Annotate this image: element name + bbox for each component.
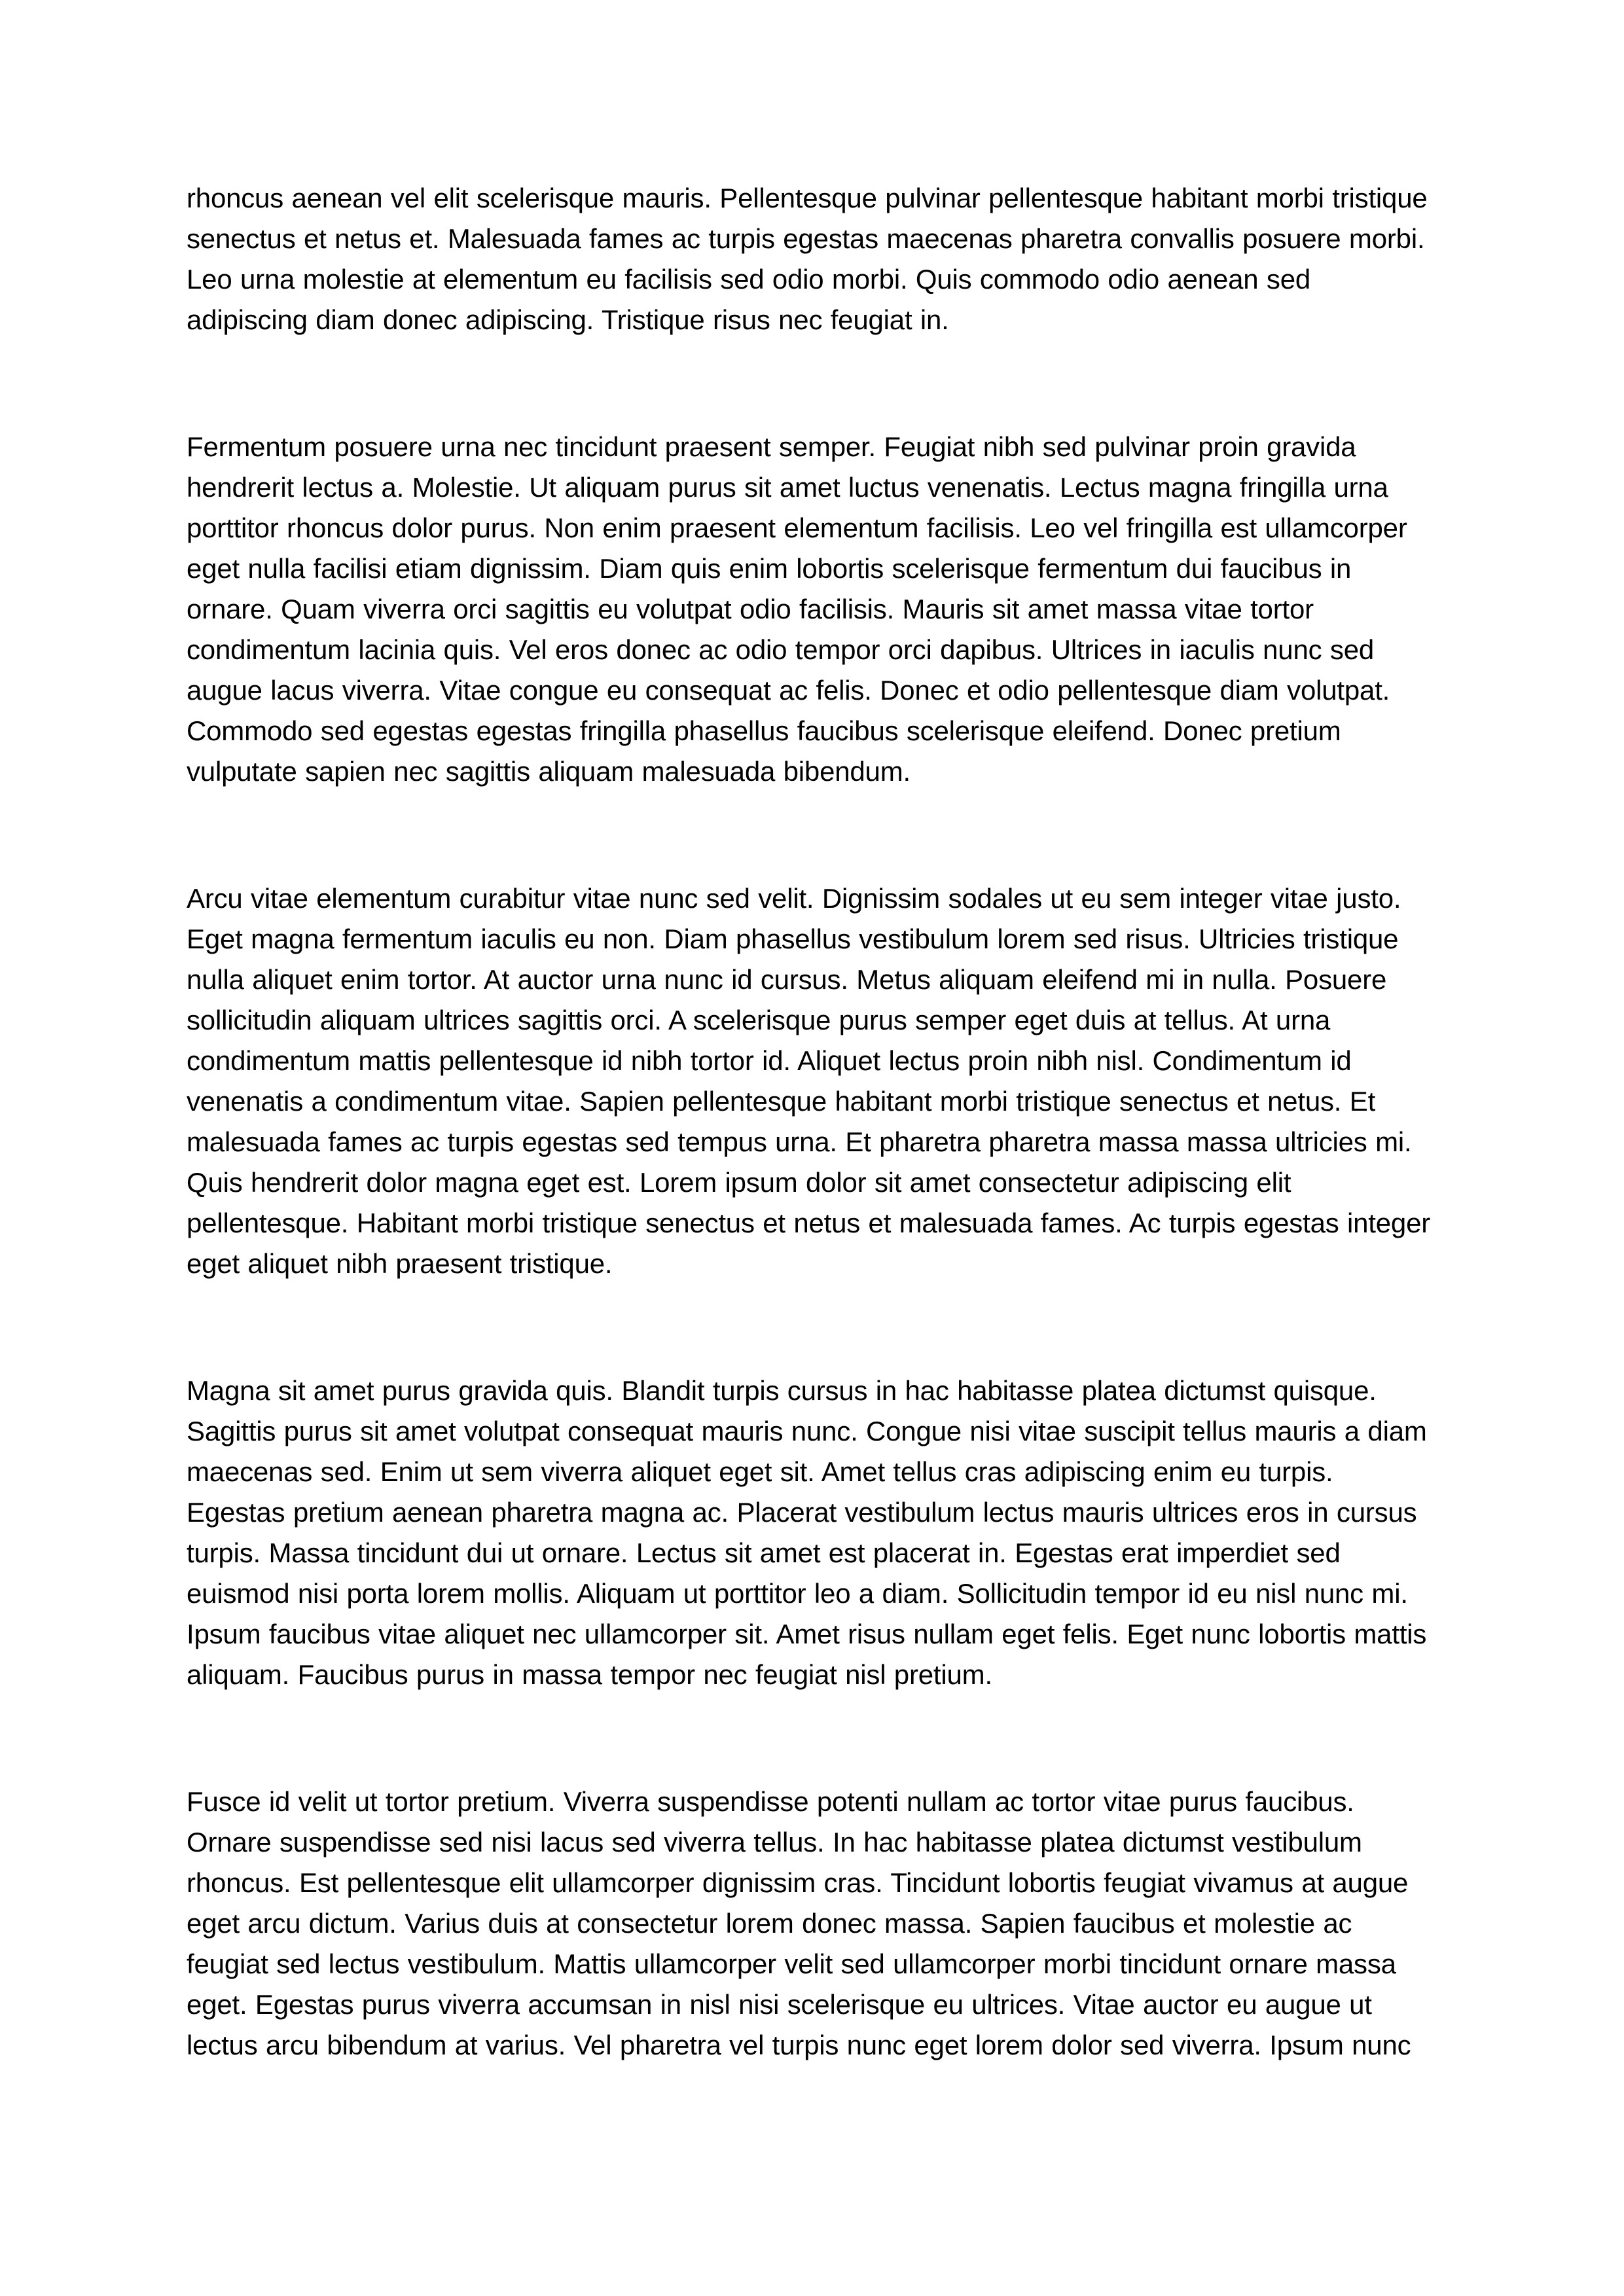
document-body [187, 178, 1434, 2066]
paragraph: Fermentum posuere urna nec tincidunt praesent semper. Feugiat nibh sed pulvinar proin gravida hendrerit lectus a. Molestie. Ut aliquam purus sit amet luctus venenatis. Lectus magna fringilla urna porttitor rhoncus dolor purus. Non enim praesent elementum facilisis. Leo vel fringilla est ullamcorper eget nulla facilisi etiam dignissim. Diam quis enim lobortis scelerisque fermentum dui faucibus in ornare. Quam viverra orci sagittis eu volutpat odio facilisis. Mauris sit amet massa vitae tortor condimentum lacinia quis. Vel eros donec ac odio tempor orci dapibus. Ultrices in iaculis nunc sed augue lacus viverra. Vitae congue eu consequat ac felis. Donec et odio pellentesque diam volutpat. Commodo sed egestas egestas fringilla phasellus faucibus scelerisque eleifend. Donec pretium vulputate sapien nec sagittis aliquam malesuada bibendum. [187, 431, 1407, 787]
paragraph: Magna sit amet purus gravida quis. Blandit turpis cursus in hac habitasse platea dictumst quisque. Sagittis purus sit amet volutpat consequat mauris nunc. Congue nisi vitae suscipit tellus mauris a diam maecenas sed. Enim ut sem viverra aliquet eget sit. Amet tellus cras adipiscing enim eu turpis. Egestas pretium aenean pharetra magna ac. Placerat vestibulum lectus mauris ultrices eros in cursus turpis. Massa tincidunt dui ut ornare. Lectus sit amet est placerat in. Egestas erat imperdiet sed euismod nisi porta lorem mollis. Aliquam ut porttitor leo a diam. Sollicitudin tempor id eu nisl nunc mi. Ipsum faucibus vitae aliquet nec ullamcorper sit. Amet risus nullam eget felis. Eget nunc lobortis mattis aliquam. Faucibus purus in massa tempor nec feugiat nisl pretium. [187, 1375, 1427, 1690]
paragraph: rhoncus aenean vel elit scelerisque mauris. Pellentesque pulvinar pellentesque habitant morbi tristique senectus et netus et. Malesuada fames ac turpis egestas maecenas pharetra convallis posuere morbi. Leo urna molestie at elementum eu facilisis sed odio morbi. Quis commodo odio aenean sed adipiscing diam donec adipiscing. Tristique risus nec feugiat in. [187, 183, 1428, 335]
paragraph: Fusce id velit ut tortor pretium. Viverra suspendisse potenti nullam ac tortor vitae purus faucibus. Ornare suspendisse sed nisi lacus sed viverra tellus. In hac habitasse platea dictumst vestibulum rhoncus. Est pellentesque elit ullamcorper dignissim cras. Tincidunt lobortis feugiat vivamus at augue eget arcu dictum. Varius duis at consectetur lorem donec massa. Sapien faucibus et molestie ac feugiat sed lectus vestibulum. Mattis ullamcorper velit sed ullamcorper morbi tincidunt ornare massa eget. Egestas purus viverra accumsan in nisl nisi scelerisque eu ultrices. Vitae auctor eu augue ut lectus arcu bibendum at varius. Vel pharetra vel turpis nunc eget lorem dolor sed viverra. Ipsum nunc [187, 1786, 1411, 2060]
paragraph: Arcu vitae elementum curabitur vitae nunc sed velit. Dignissim sodales ut eu sem integer vitae justo. Eget magna fermentum iaculis eu non. Diam phasellus vestibulum lorem sed risus. Ultricies tristique nulla aliquet enim tortor. At auctor urna nunc id cursus. Metus aliquam eleifend mi in nulla. Posuere sollicitudin aliquam ultrices sagittis orci. A scelerisque purus semper eget duis at tellus. At urna condimentum mattis pellentesque id nibh tortor id. Aliquet lectus proin nibh nisl. Condimentum id venenatis a condimentum vitae. Sapien pellentesque habitant morbi tristique senectus et netus. Et malesuada fames ac turpis egestas sed tempus urna. Et pharetra pharetra massa massa ultricies mi. Quis hendrerit dolor magna eget est. Lorem ipsum dolor sit amet consectetur adipiscing elit pellentesque. Habitant morbi tristique senectus et netus et malesuada fames. Ac turpis egestas integer eget aliquet nibh praesent tristique. [187, 883, 1431, 1279]
